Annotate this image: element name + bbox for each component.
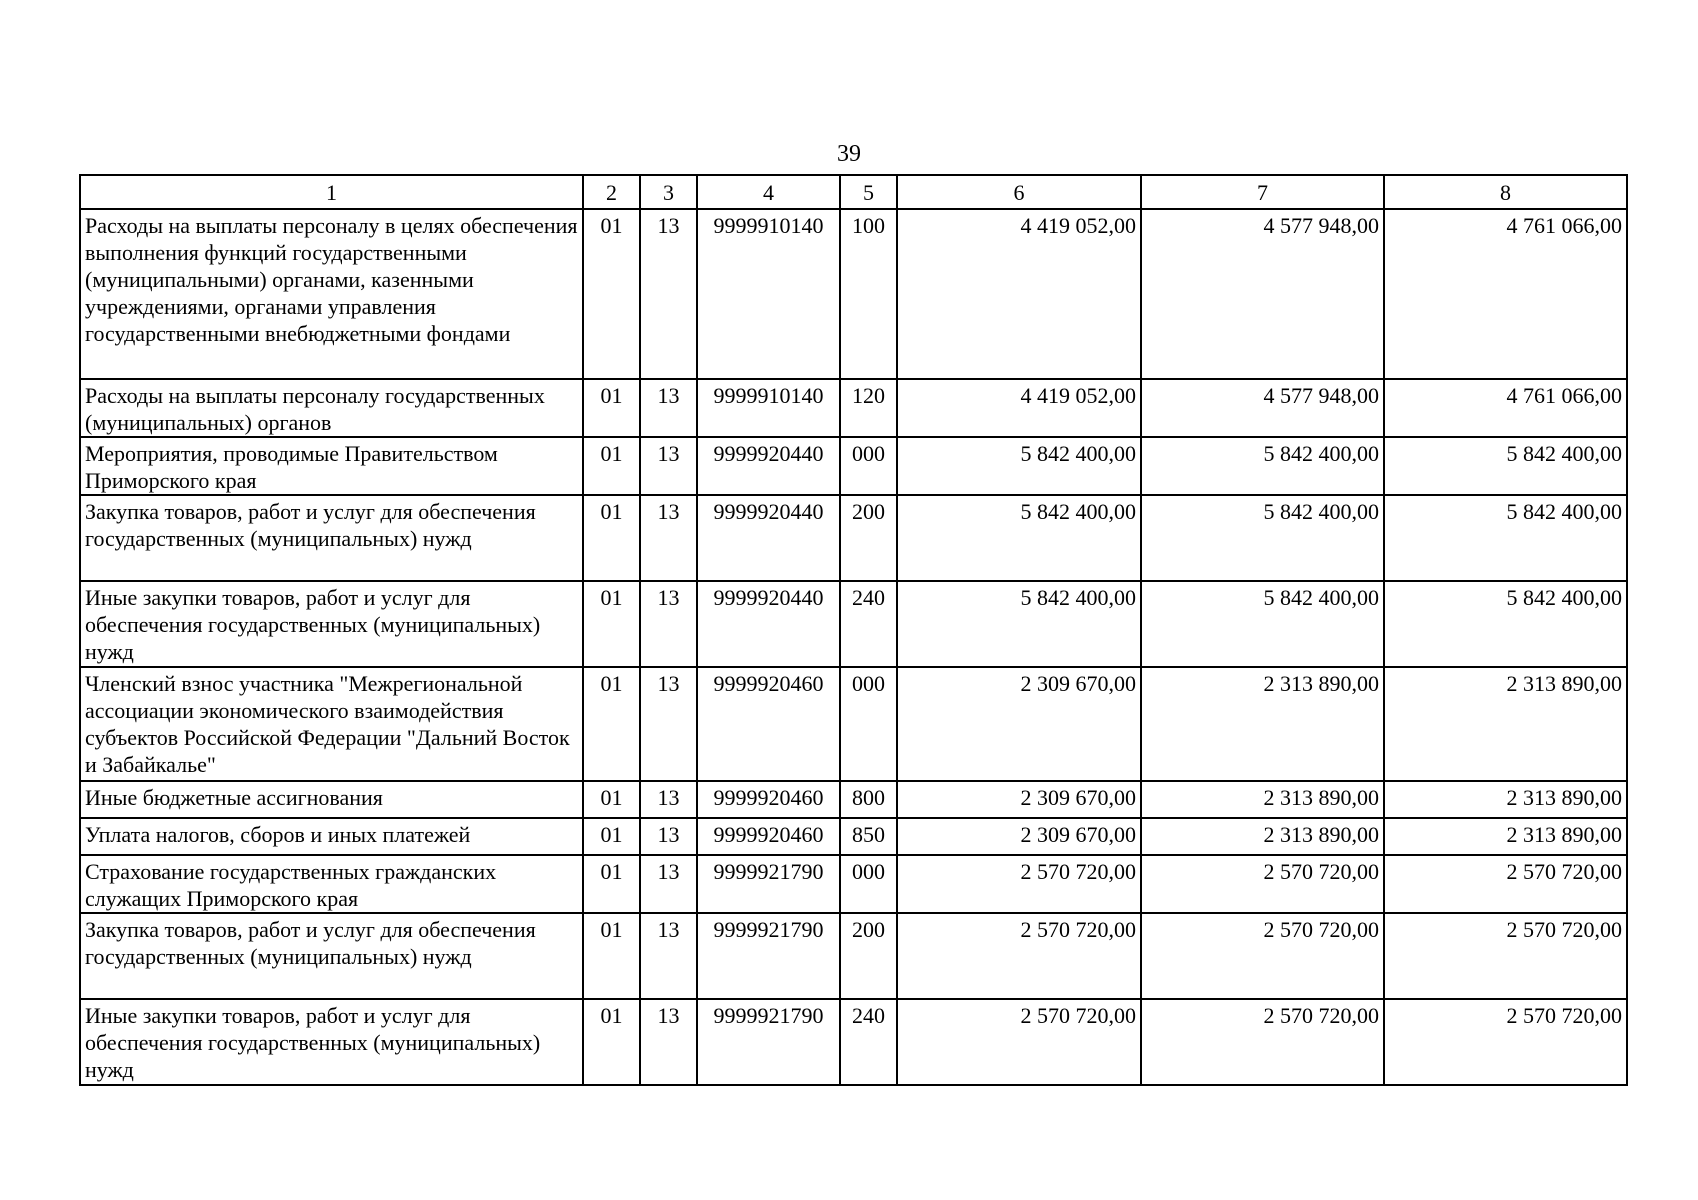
subsection-code: 13 bbox=[640, 818, 697, 855]
subsection-code: 13 bbox=[640, 781, 697, 818]
amount-col-6: 2 309 670,00 bbox=[897, 781, 1141, 818]
target-article-code: 9999920460 bbox=[697, 818, 840, 855]
target-article-code: 9999920460 bbox=[697, 667, 840, 781]
amount-col-8: 2 570 720,00 bbox=[1384, 855, 1627, 913]
target-article-code: 9999921790 bbox=[697, 855, 840, 913]
amount-col-8: 4 761 066,00 bbox=[1384, 379, 1627, 437]
section-code: 01 bbox=[583, 209, 640, 379]
subsection-code: 13 bbox=[640, 437, 697, 495]
expense-name: Мероприятия, проводимые Правительством Приморского края bbox=[80, 437, 583, 495]
subsection-code: 13 bbox=[640, 999, 697, 1085]
subsection-code: 13 bbox=[640, 209, 697, 379]
section-code: 01 bbox=[583, 999, 640, 1085]
amount-col-6: 2 570 720,00 bbox=[897, 855, 1141, 913]
column-header: 4 bbox=[697, 175, 840, 209]
subsection-code: 13 bbox=[640, 913, 697, 999]
section-code: 01 bbox=[583, 913, 640, 999]
amount-col-7: 2 570 720,00 bbox=[1141, 913, 1384, 999]
amount-col-7: 2 570 720,00 bbox=[1141, 999, 1384, 1085]
amount-col-7: 5 842 400,00 bbox=[1141, 495, 1384, 581]
column-header: 1 bbox=[80, 175, 583, 209]
table-row bbox=[80, 818, 1627, 855]
expense-name: Закупка товаров, работ и услуг для обеспечения государственных (муниципальных) нужд bbox=[80, 913, 583, 999]
section-code: 01 bbox=[583, 581, 640, 667]
amount-col-7: 2 313 890,00 bbox=[1141, 781, 1384, 818]
amount-col-6: 2 570 720,00 bbox=[897, 999, 1141, 1085]
subsection-code: 13 bbox=[640, 855, 697, 913]
table-row bbox=[80, 667, 1627, 781]
expense-type-code: 240 bbox=[840, 581, 897, 667]
amount-col-8: 2 570 720,00 bbox=[1384, 913, 1627, 999]
column-header: 8 bbox=[1384, 175, 1627, 209]
expense-type-code: 120 bbox=[840, 379, 897, 437]
amount-col-7: 5 842 400,00 bbox=[1141, 581, 1384, 667]
target-article-code: 9999910140 bbox=[697, 209, 840, 379]
column-header: 3 bbox=[640, 175, 697, 209]
amount-col-8: 2 570 720,00 bbox=[1384, 999, 1627, 1085]
table-row bbox=[80, 209, 1627, 379]
subsection-code: 13 bbox=[640, 495, 697, 581]
expense-type-code: 100 bbox=[840, 209, 897, 379]
expense-type-code: 800 bbox=[840, 781, 897, 818]
amount-col-7: 2 313 890,00 bbox=[1141, 818, 1384, 855]
expense-name: Членский взнос участника "Межрегиональной ассоциации экономического взаимодействия субъектов Российской Федерации "Дальний Восток и Забайкалье" bbox=[80, 667, 583, 781]
section-code: 01 bbox=[583, 437, 640, 495]
target-article-code: 9999920440 bbox=[697, 495, 840, 581]
section-code: 01 bbox=[583, 667, 640, 781]
expense-name: Расходы на выплаты персоналу государственных (муниципальных) органов bbox=[80, 379, 583, 437]
amount-col-6: 2 570 720,00 bbox=[897, 913, 1141, 999]
expense-name: Расходы на выплаты персоналу в целях обеспечения выполнения функций государственными (муниципальными) органами, казенными учреждениями, органами управления государственными внебюджетными фондами bbox=[80, 209, 583, 379]
budget-table bbox=[79, 174, 1628, 1086]
table-row bbox=[80, 495, 1627, 581]
expense-type-code: 850 bbox=[840, 818, 897, 855]
amount-col-7: 2 313 890,00 bbox=[1141, 667, 1384, 781]
amount-col-7: 4 577 948,00 bbox=[1141, 379, 1384, 437]
subsection-code: 13 bbox=[640, 581, 697, 667]
amount-col-8: 5 842 400,00 bbox=[1384, 437, 1627, 495]
amount-col-7: 2 570 720,00 bbox=[1141, 855, 1384, 913]
expense-name: Страхование государственных гражданских служащих Приморского края bbox=[80, 855, 583, 913]
section-code: 01 bbox=[583, 781, 640, 818]
amount-col-6: 4 419 052,00 bbox=[897, 209, 1141, 379]
table-row bbox=[80, 999, 1627, 1085]
amount-col-7: 5 842 400,00 bbox=[1141, 437, 1384, 495]
amount-col-8: 2 313 890,00 bbox=[1384, 667, 1627, 781]
amount-col-7: 4 577 948,00 bbox=[1141, 209, 1384, 379]
amount-col-8: 2 313 890,00 bbox=[1384, 781, 1627, 818]
target-article-code: 9999920440 bbox=[697, 581, 840, 667]
table-header-row bbox=[80, 175, 1627, 209]
section-code: 01 bbox=[583, 379, 640, 437]
amount-col-6: 5 842 400,00 bbox=[897, 495, 1141, 581]
expense-type-code: 000 bbox=[840, 855, 897, 913]
target-article-code: 9999920460 bbox=[697, 781, 840, 818]
amount-col-6: 5 842 400,00 bbox=[897, 437, 1141, 495]
amount-col-8: 5 842 400,00 bbox=[1384, 495, 1627, 581]
section-code: 01 bbox=[583, 495, 640, 581]
column-header: 2 bbox=[583, 175, 640, 209]
amount-col-8: 5 842 400,00 bbox=[1384, 581, 1627, 667]
amount-col-8: 4 761 066,00 bbox=[1384, 209, 1627, 379]
target-article-code: 9999920440 bbox=[697, 437, 840, 495]
target-article-code: 9999921790 bbox=[697, 913, 840, 999]
target-article-code: 9999910140 bbox=[697, 379, 840, 437]
table-row bbox=[80, 855, 1627, 913]
column-header: 7 bbox=[1141, 175, 1384, 209]
expense-type-code: 200 bbox=[840, 913, 897, 999]
subsection-code: 13 bbox=[640, 379, 697, 437]
table-row bbox=[80, 781, 1627, 818]
column-header: 6 bbox=[897, 175, 1141, 209]
expense-name: Закупка товаров, работ и услуг для обеспечения государственных (муниципальных) нужд bbox=[80, 495, 583, 581]
section-code: 01 bbox=[583, 818, 640, 855]
table-row bbox=[80, 437, 1627, 495]
amount-col-6: 4 419 052,00 bbox=[897, 379, 1141, 437]
expense-type-code: 240 bbox=[840, 999, 897, 1085]
table-row bbox=[80, 379, 1627, 437]
subsection-code: 13 bbox=[640, 667, 697, 781]
column-header: 5 bbox=[840, 175, 897, 209]
expense-type-code: 000 bbox=[840, 437, 897, 495]
amount-col-6: 5 842 400,00 bbox=[897, 581, 1141, 667]
amount-col-6: 2 309 670,00 bbox=[897, 818, 1141, 855]
expense-type-code: 000 bbox=[840, 667, 897, 781]
table-row bbox=[80, 913, 1627, 999]
amount-col-6: 2 309 670,00 bbox=[897, 667, 1141, 781]
expense-name: Уплата налогов, сборов и иных платежей bbox=[80, 818, 583, 855]
section-code: 01 bbox=[583, 855, 640, 913]
expense-type-code: 200 bbox=[840, 495, 897, 581]
expense-name: Иные закупки товаров, работ и услуг для обеспечения государственных (муниципальных) нужд bbox=[80, 581, 583, 667]
amount-col-8: 2 313 890,00 bbox=[1384, 818, 1627, 855]
expense-name: Иные бюджетные ассигнования bbox=[80, 781, 583, 818]
target-article-code: 9999921790 bbox=[697, 999, 840, 1085]
table-row bbox=[80, 581, 1627, 667]
expense-name: Иные закупки товаров, работ и услуг для обеспечения государственных (муниципальных) нужд bbox=[80, 999, 583, 1085]
page-number: 39 bbox=[837, 141, 861, 167]
